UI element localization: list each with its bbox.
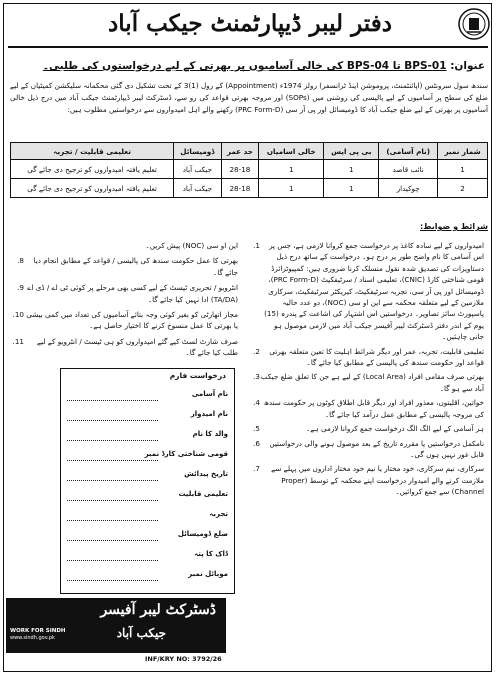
table-cell: 1	[259, 160, 324, 179]
government-seal-logo	[458, 8, 490, 40]
column-header: حد عمر	[221, 143, 259, 160]
condition-number: 6.	[253, 438, 260, 448]
form-field-label: تاریخ پیدائش	[184, 470, 228, 478]
column-header: ڈومیسائل	[174, 143, 221, 160]
form-field-blank	[67, 560, 158, 561]
condition-number: 7.	[253, 464, 260, 474]
column-header: (نام آسامی)	[379, 143, 438, 160]
form-field-blank	[67, 540, 158, 541]
condition-number: 5.	[253, 424, 260, 434]
condition-number: 11.	[12, 336, 24, 346]
condition-text: سرکاری، نیم سرکاری، خود مختار یا نیم خود مختار اداروں میں پہلے سے ملازمت کرنے والے امیدوار درخواست اپنے محکمہ کے توسط (Proper Channel) سے جمع کروائیں۔	[271, 464, 484, 497]
form-field-blank	[67, 480, 158, 481]
officer-place: جیکب آباد	[116, 626, 166, 640]
condition-item	[248, 423, 488, 434]
form-field-experience	[65, 509, 230, 524]
condition-item	[10, 282, 242, 305]
table-cell: 28-18	[221, 179, 259, 198]
subject-text: BPS-01 تا BPS-04 کی خالی آسامیوں پر بھرتی کے لیے درخواستوں کی طلبی۔	[42, 60, 447, 72]
form-field-blank	[67, 500, 158, 501]
form-field-blank	[67, 460, 158, 461]
form-field-label: ضلع ڈومیسائل	[177, 530, 228, 538]
condition-item	[10, 240, 242, 251]
condition-text: خواتین، اقلیتوں، معذور افراد اور دیگر قابل اطلاق کوٹوں پر حکومت سندھ کی مروجہ پالیسی کے مطابق عمل درآمد کیا جائے گا۔	[263, 398, 484, 419]
application-form-box	[60, 368, 235, 594]
officer-signature-block	[6, 598, 226, 653]
table-row	[11, 160, 488, 179]
form-field-label: والد کا نام	[192, 430, 228, 438]
table-cell: 28-18	[221, 160, 259, 179]
form-field-label: نام امیدوار	[190, 410, 228, 418]
form-field-label: قومی شناختی کارڈ نمبر	[144, 450, 228, 458]
form-field-label: موبائل نمبر	[188, 570, 228, 578]
form-field-blank	[67, 400, 158, 401]
form-field-label: ڈاک کا پتہ	[194, 550, 228, 558]
table-cell: تعلیم یافتہ امیدواروں کو ترجیح دی جائے گی	[11, 179, 174, 198]
notice-subject	[42, 58, 485, 74]
condition-item	[10, 336, 242, 359]
condition-item	[248, 397, 488, 420]
form-field-cnic	[65, 449, 230, 464]
table-cell: جیکب آباد	[174, 160, 221, 179]
condition-text: بھرتی کا عمل حکومت سندھ کی پالیسی / قواعد کے مطابق انجام دیا جائے گا۔	[33, 256, 238, 277]
table-cell: 1	[438, 160, 488, 179]
application-form-title: درخواست فارم	[169, 371, 226, 380]
condition-text: امیدواروں کے لیے سادہ کاغذ پر درخواست جمع کروانا لازمی ہے، جس پر اس آسامی کا نام واضح طور پر درج ہو۔ درخواست کے ساتھ درج ذیل دستاویزات کی تصدیق شدہ نقول منسلک کرنا ضروری ہیں: کمپیوٹرائزڈ قومی شناختی کارڈ (CNIC)، تعلیمی اسناد / سرٹیفکیٹ (PRC Form-D)، ڈومیسائل اور پی آر سی، تجربہ سرٹیفکیٹ، کیریکٹر سرٹیفکیٹ، سرکاری ملازمین کے لیے متعلقہ محکمہ سے این او سی (NOC)، دو عدد حالیہ پاسپورٹ سائز تصاویر۔ درخواستیں اس اشتہار کی اشاعت کے پندرہ (15) یوم کے اندر دفتر ڈسٹرکٹ لیبر آفیسر جیکب آباد میں لازمی موصول ہو جانی چاہئیں۔	[264, 241, 484, 342]
form-field-candidate-name	[65, 409, 230, 424]
table-cell: 1	[324, 179, 379, 198]
table-cell: چوکیدار	[379, 179, 438, 198]
condition-text: تعلیمی قابلیت، تجربہ، عمر اور دیگر شرائط اہلیت کا تعین متعلقہ بھرتی قواعد اور حکومت سندھ کی پالیسی کے مطابق کیا جائے گا۔	[269, 346, 484, 368]
form-field-blank	[67, 580, 158, 581]
table-cell: نائب قاصد	[379, 160, 438, 179]
column-header: بی پی ایس	[324, 143, 379, 160]
header-divider	[8, 46, 488, 48]
brand-website: www.sindh.gov.pk	[10, 635, 55, 641]
condition-item	[10, 255, 242, 278]
condition-text: مجاز اتھارٹی کو بغیر کوئی وجہ بتائے آسامیوں کی تعداد میں کمی بیشی یا بھرتی کا عمل منسوخ کرنے کا اختیار حاصل ہے۔	[26, 310, 238, 331]
form-field-post-name	[65, 389, 230, 404]
table-header-row	[11, 143, 488, 160]
condition-item	[10, 309, 242, 332]
condition-item	[248, 371, 488, 394]
subject-label: عنوان:	[450, 60, 485, 72]
form-field-label: نام آسامی	[191, 390, 228, 398]
brand-label: WORK FOR SINDH	[10, 628, 66, 634]
work-for-sindh-badge	[10, 628, 66, 642]
condition-number: 10.	[12, 310, 24, 320]
condition-item	[248, 463, 488, 497]
condition-number: 4.	[253, 398, 260, 408]
form-field-blank	[67, 420, 158, 421]
condition-number: 2.	[253, 346, 260, 356]
table-cell: 2	[438, 179, 488, 198]
form-field-label: تعلیمی قابلیت	[178, 490, 228, 498]
condition-number: 3.	[253, 372, 260, 382]
form-field-domicile	[65, 529, 230, 544]
condition-number: 1.	[253, 241, 260, 250]
form-field-mobile	[65, 569, 230, 584]
condition-text: نامکمل درخواستیں یا مقررہ تاریخ کے بعد موصول ہونے والی درخواستیں قابل غور نہیں ہوں گی۔	[269, 438, 484, 459]
condition-number	[10, 240, 24, 251]
form-field-blank	[67, 440, 158, 441]
form-field-qualification	[65, 489, 230, 504]
officer-title: ڈسٹرکٹ لیبر آفیسر	[100, 602, 216, 618]
table-cell: جیکب آباد	[174, 179, 221, 198]
condition-text: ہر آسامی کے لیے الگ الگ درخواست جمع کروانا لازمی ہے۔	[306, 424, 484, 434]
condition-number: 8.	[17, 256, 24, 266]
condition-item	[248, 240, 488, 343]
column-header: تعلیمی قابلیت / تجربہ	[11, 143, 174, 160]
table-cell: 1	[324, 160, 379, 179]
conditions-left-column	[10, 240, 242, 363]
advertisement-reference: INF/KRY NO: 3792/26	[145, 655, 222, 663]
column-header: شمار نمبر	[438, 143, 488, 160]
table-cell: 1	[259, 179, 324, 198]
vacancy-table	[10, 142, 488, 198]
condition-number: 9.	[17, 283, 24, 293]
condition-item	[248, 438, 488, 461]
table-cell: تعلیم یافتہ امیدواروں کو ترجیح دی جائے گی	[11, 160, 174, 179]
condition-text: این او سی (NOC) پیش کریں۔	[145, 241, 238, 250]
conditions-title: شرائط و ضوابط:	[420, 222, 488, 231]
column-header: خالی اسامیاں	[259, 143, 324, 160]
conditions-right-column	[248, 240, 488, 501]
form-field-dob	[65, 469, 230, 484]
condition-item	[248, 346, 488, 369]
form-field-father-name	[65, 429, 230, 444]
page-title: دفتر لیبر ڈیپارٹمنٹ جیکب آباد	[108, 10, 392, 37]
condition-text: بھرتی صرف مقامی افراد (Local Area) کے لیے ہے جن کا تعلق ضلع جیکب آباد سے ہو گا۔	[260, 372, 484, 393]
condition-text: صرف شارٹ لسٹ کیے گئے امیدواروں کو ہی ٹیسٹ / انٹرویو کے لیے طلب کیا جائے گا۔	[36, 336, 238, 358]
condition-text: انٹرویو / تحریری ٹیسٹ کے لیے کسی بھی مرحلے پر کوئی ٹی اے / ڈی اے (TA/DA) ادا نہیں کیا جائے گا۔	[27, 283, 238, 304]
form-field-label: تجربہ	[209, 510, 228, 518]
intro-paragraph: سندھ سول سرونٹس (اپائنٹمنٹ، پروموشن اینڈ ٹرانسفر) رولز 1974ء (Appointment) کے رول (1)3 کے تحت تشکیل دی گئی محکمانہ سلیکشن کمیٹیاں کے لیے ضلع کی سطح پر آسامیوں کے لیے پالیسی کی روشنی میں (SOPs) اور مروجہ بھرتی قواعد کی رو سے، ڈسٹرکٹ لیبر ڈیپارٹمنٹ جیکب آباد میں درج ذیل خالی آسامیوں پر بھرتی کے لیے ضلع جیکب آباد کا ڈومیسائل اور پی آر سی (PRC Form-D) رکھنے والے اہل امیدواروں سے درخواستیں مطلوب ہیں:	[10, 81, 488, 115]
form-field-blank	[67, 520, 158, 521]
table-row	[11, 179, 488, 198]
form-field-address	[65, 549, 230, 564]
